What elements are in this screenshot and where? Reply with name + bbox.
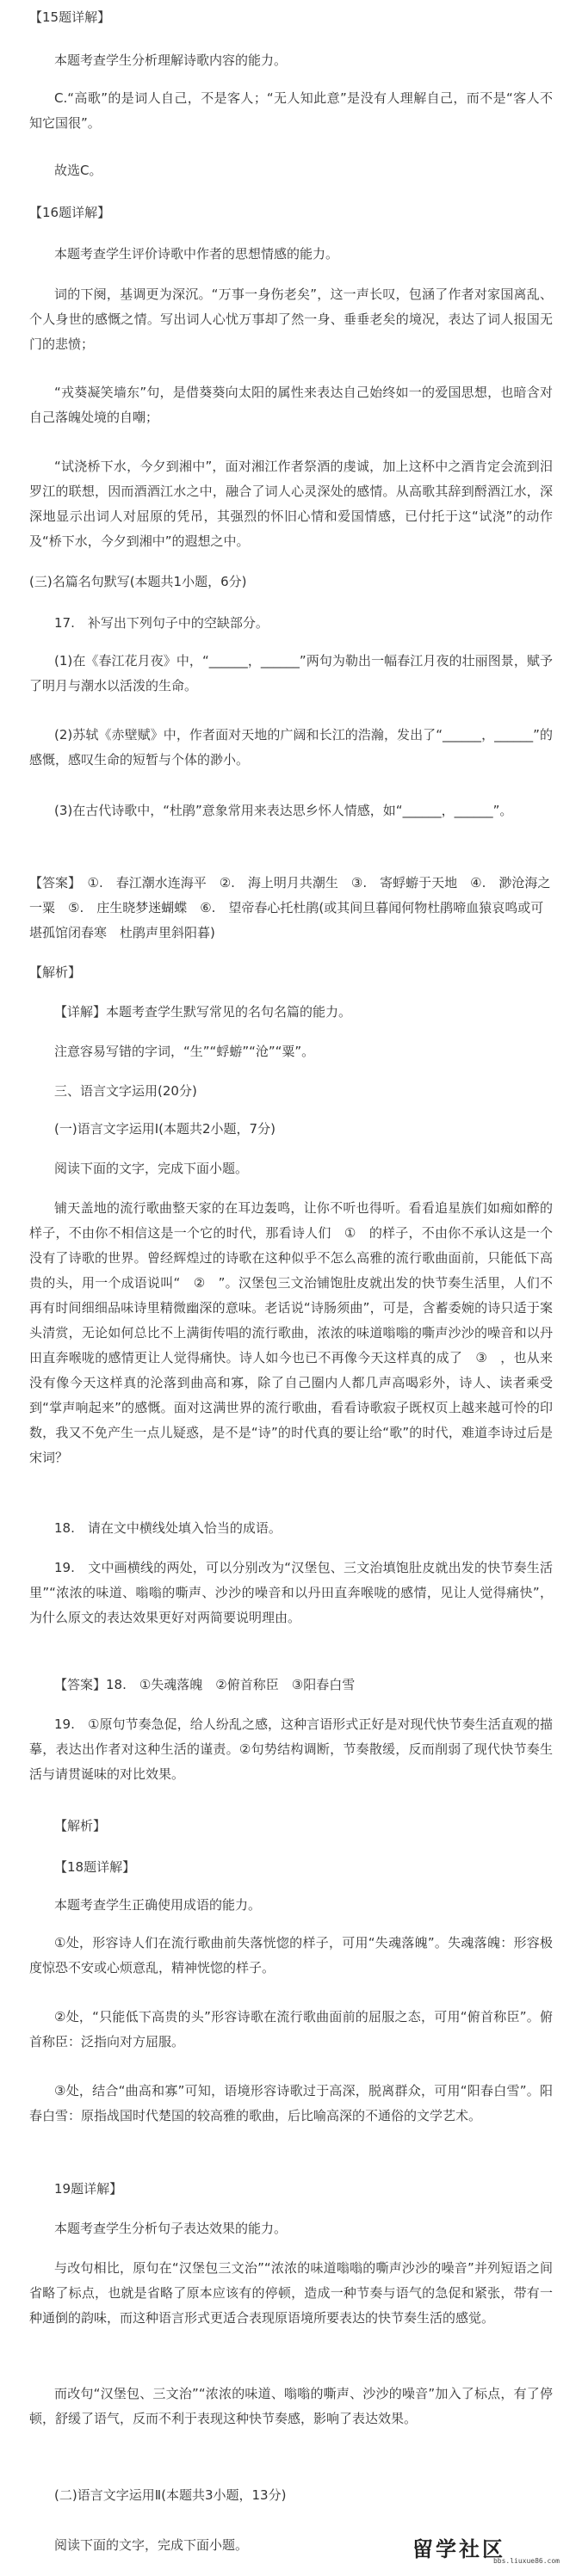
answer-19: 19. ①原句节奏急促，给人纷乱之感，这种言语形式正好是对现代快节奏生活直观的描摹，表达出作者对这种生活的谨责。②句势结构调断，节奏散缓，反而削弱了现代快节奏生活与请贯诞味的对比效果。: [29, 1716, 553, 1782]
block-30: ②处，“只能低下高贵的头”形容诗歌在流行歌曲面前的屈服之态，可用“俯首称臣”。俯首称臣：泛指向对方屈服。: [29, 2009, 553, 2049]
watermark-logo-text: 留学社区: [412, 2536, 505, 2561]
block-8: “试浇桥下水，今夕到湘中”，面对湘江作者祭酒的虔诚，加上这杯中之酒肯定会流到汨罗江的联想，因而酒酒江水之中，融合了词人心灵深处的感情。从高歌其辞到酹酒江水，深深地显示出词人对屈原的凭吊，其强烈的怀旧心情和爱国情感，已付托于这“试浇”的动作及“桥下水，今夕到湘中”的遐想之中。: [29, 459, 553, 549]
block-31: ③处，结合“曲高和寡”可知，语境形容诗歌过于高深，脱离群众，可用“阳春白雪”。阳春白雪：原指战国时代楚国的较高雅的歌曲，后比喻高深的不通俗的文学艺术。: [29, 2083, 553, 2123]
block-9: (三)名篇名句默写(本题共1小题，6分): [29, 574, 247, 589]
block-28: 本题考查学生正确使用成语的能力。: [54, 1897, 262, 1913]
question-19: 19. 文中画横线的两处，可以分别改为“汉堡包、三文治填饱肚皮就出发的快节奏生活里”“浓浓的味道、嗡嗡的嘶声、沙沙的噪音和以丹田直奔喉咙的感情，见让人觉得痛快”，为什么原文的表达效果更好对两简要说明理由。: [29, 1560, 553, 1625]
block-15: 【解析】: [29, 964, 82, 980]
block-2: C.“高歌”的是词人自己，不是客人；“无人知此意”是没有人理解自己，而不是“客人不知它国很”。: [29, 90, 553, 131]
block-27: 【18题详解】: [54, 1859, 136, 1875]
block-3: 故选C。: [54, 163, 102, 178]
block-37: 阅读下面的文字，完成下面小题。: [54, 2537, 249, 2553]
block-17: 注意容易写错的字词，“生”“蜉蝣”“沧”“粟”。: [54, 1044, 315, 1059]
block-12: (2)苏轼《赤壁赋》中，作者面对天地的广阔和长江的浩瀚，发出了“______，______”的感慨，感叹生命的短暂与个体的渺小。: [29, 727, 553, 767]
block-35: 而改句“汉堡包、三文治”“浓浓的味道、嗡嗡的嘶声、沙沙的噪音”加入了标点，有了停顿，舒缓了语气，反而不利于表现这种快节奏感，影响了表达效果。: [29, 2386, 553, 2426]
reading-passage: 铺天盖地的流行歌曲整天家的在耳边轰鸣，让你不听也得听。看看追星族们如痴如醉的样子，不由你不相信这是一个它的时代，那看诗人们 ① 的样子，不由你不承认这是一个没有了诗歌的世界。曾经辉煌过的诗歌在这种似乎不怎么高雅的流行歌曲面前，只能低下高贵的头，用一个成语说叫“ ② ”。汉堡包三文治铺饱肚皮就出发的快节奏生活里，人们不再有时间细细品味诗里精微幽深的意味。老话说“诗肠须曲”，可是，含蓄委婉的诗只适于案头清赏，无论如何总比不上满街传唱的流行歌曲，浓浓的味道嗡嗡的嘶声沙沙的噪音和以丹田直奔喉咙的感情更让人觉得痛快。诗人如今也已不再像今天这样真的成了 ③ ，也从来没有像今天这样真的沦落到曲高和寡，除了自己圈内人都几声高喝彩外，诗人、读者乘受到“掌声响起来”的感慨。面对这满世界的流行歌曲，看看诗歌寂子既权页上越来越可怜的印数，我又不免产生一点儿疑惑，是不是“诗”的时代真的要让给“歌”的时代，难道李诗过后是宋词？: [29, 1200, 553, 1465]
block-1: 本题考查学生分析理解诗歌内容的能力。: [54, 52, 288, 68]
block-33: 本题考查学生分析句子表达效果的能力。: [54, 2221, 288, 2236]
site-watermark: [412, 2530, 563, 2564]
block-10: 17. 补写出下列句子中的空缺部分。: [54, 615, 269, 631]
block-0: 【15题详解】: [29, 9, 111, 25]
block-19: (一)语言文字运用Ⅰ(本题共2小题，7分): [54, 1121, 276, 1137]
block-7: “戎葵凝笑墙东”句，是借葵葵向太阳的属性来表达自己始终如一的爱国思想，也暗含对自己落魄处境的自嘲；: [29, 385, 553, 425]
answer-18: 【答案】18. ①失魂落魄 ②俯首称臣 ③阳春白雪: [54, 1677, 356, 1692]
block-36: (二)语言文字运用Ⅱ(本题共3小题，13分): [54, 2487, 287, 2503]
block-32: 19题详解】: [54, 2181, 123, 2197]
block-26: 【解析】: [54, 1818, 107, 1833]
block-6: 词的下阕，基调更为深沉。“万事一身伤老矣”，这一声长叹，包涵了作者对家国离乱、个人身世的感慨之情。写出词人心忧万事却了然一身、垂垂老矣的境况，表达了词人报国无门的悲愤；: [29, 287, 553, 352]
block-13: (3)在古代诗歌中，“杜鹃”意象常用来表达思乡怀人情感，如“______，______”。: [54, 803, 513, 818]
watermark-url: bbs.liuxue86.com: [492, 2557, 560, 2565]
block-4: 【16题详解】: [29, 205, 111, 220]
block-20: 阅读下面的文字，完成下面小题。: [54, 1161, 249, 1176]
block-11: (1)在《春江花月夜》中，“______，______”两句为勒出一幅春江月夜的壮丽图景，赋予了明月与潮水以活泼的生命。: [29, 653, 553, 693]
answer-block-17: 【答案】 ①. 春江潮水连海平 ②. 海上明月共潮生 ③. 寄蜉蝣于天地 ④. 渺沧海之一粟 ⑤. 庄生晓梦迷蝴蝶 ⑥. 望帝春心托杜鹃(或其间旦暮闻何物杜鹃啼血猿哀鸣或可堪孤馆闭春寒 杜鹃声里斜阳暮): [29, 875, 551, 940]
block-16: 【详解】本题考查学生默写常见的名句名篇的能力。: [54, 1004, 352, 1020]
block-29: ①处，形容诗人们在流行歌曲前失落恍惚的样子，可用“失魂落魄”。失魂落魄：形容极度惊恐不安或心烦意乱，精神恍惚的样子。: [29, 1935, 553, 1975]
block-5: 本题考查学生评价诗歌中作者的思想情感的能力。: [54, 246, 339, 262]
question-18: 18. 请在文中横线处填入恰当的成语。: [54, 1520, 282, 1536]
block-34: 与改句相比，原句在“汉堡包三文治”“浓浓的味道嗡嗡的嘶声沙沙的噪音”并列短语之间省略了标点，也就是省略了原本应该有的停顿，造成一种节奏与语气的急促和紧张，带有一种通倒的韵味，而这种语言形式更适合表现原语境所要表达的快节奏生活的感觉。: [29, 2260, 553, 2326]
section-title-3: 三、语言文字运用(20分): [54, 1083, 197, 1099]
